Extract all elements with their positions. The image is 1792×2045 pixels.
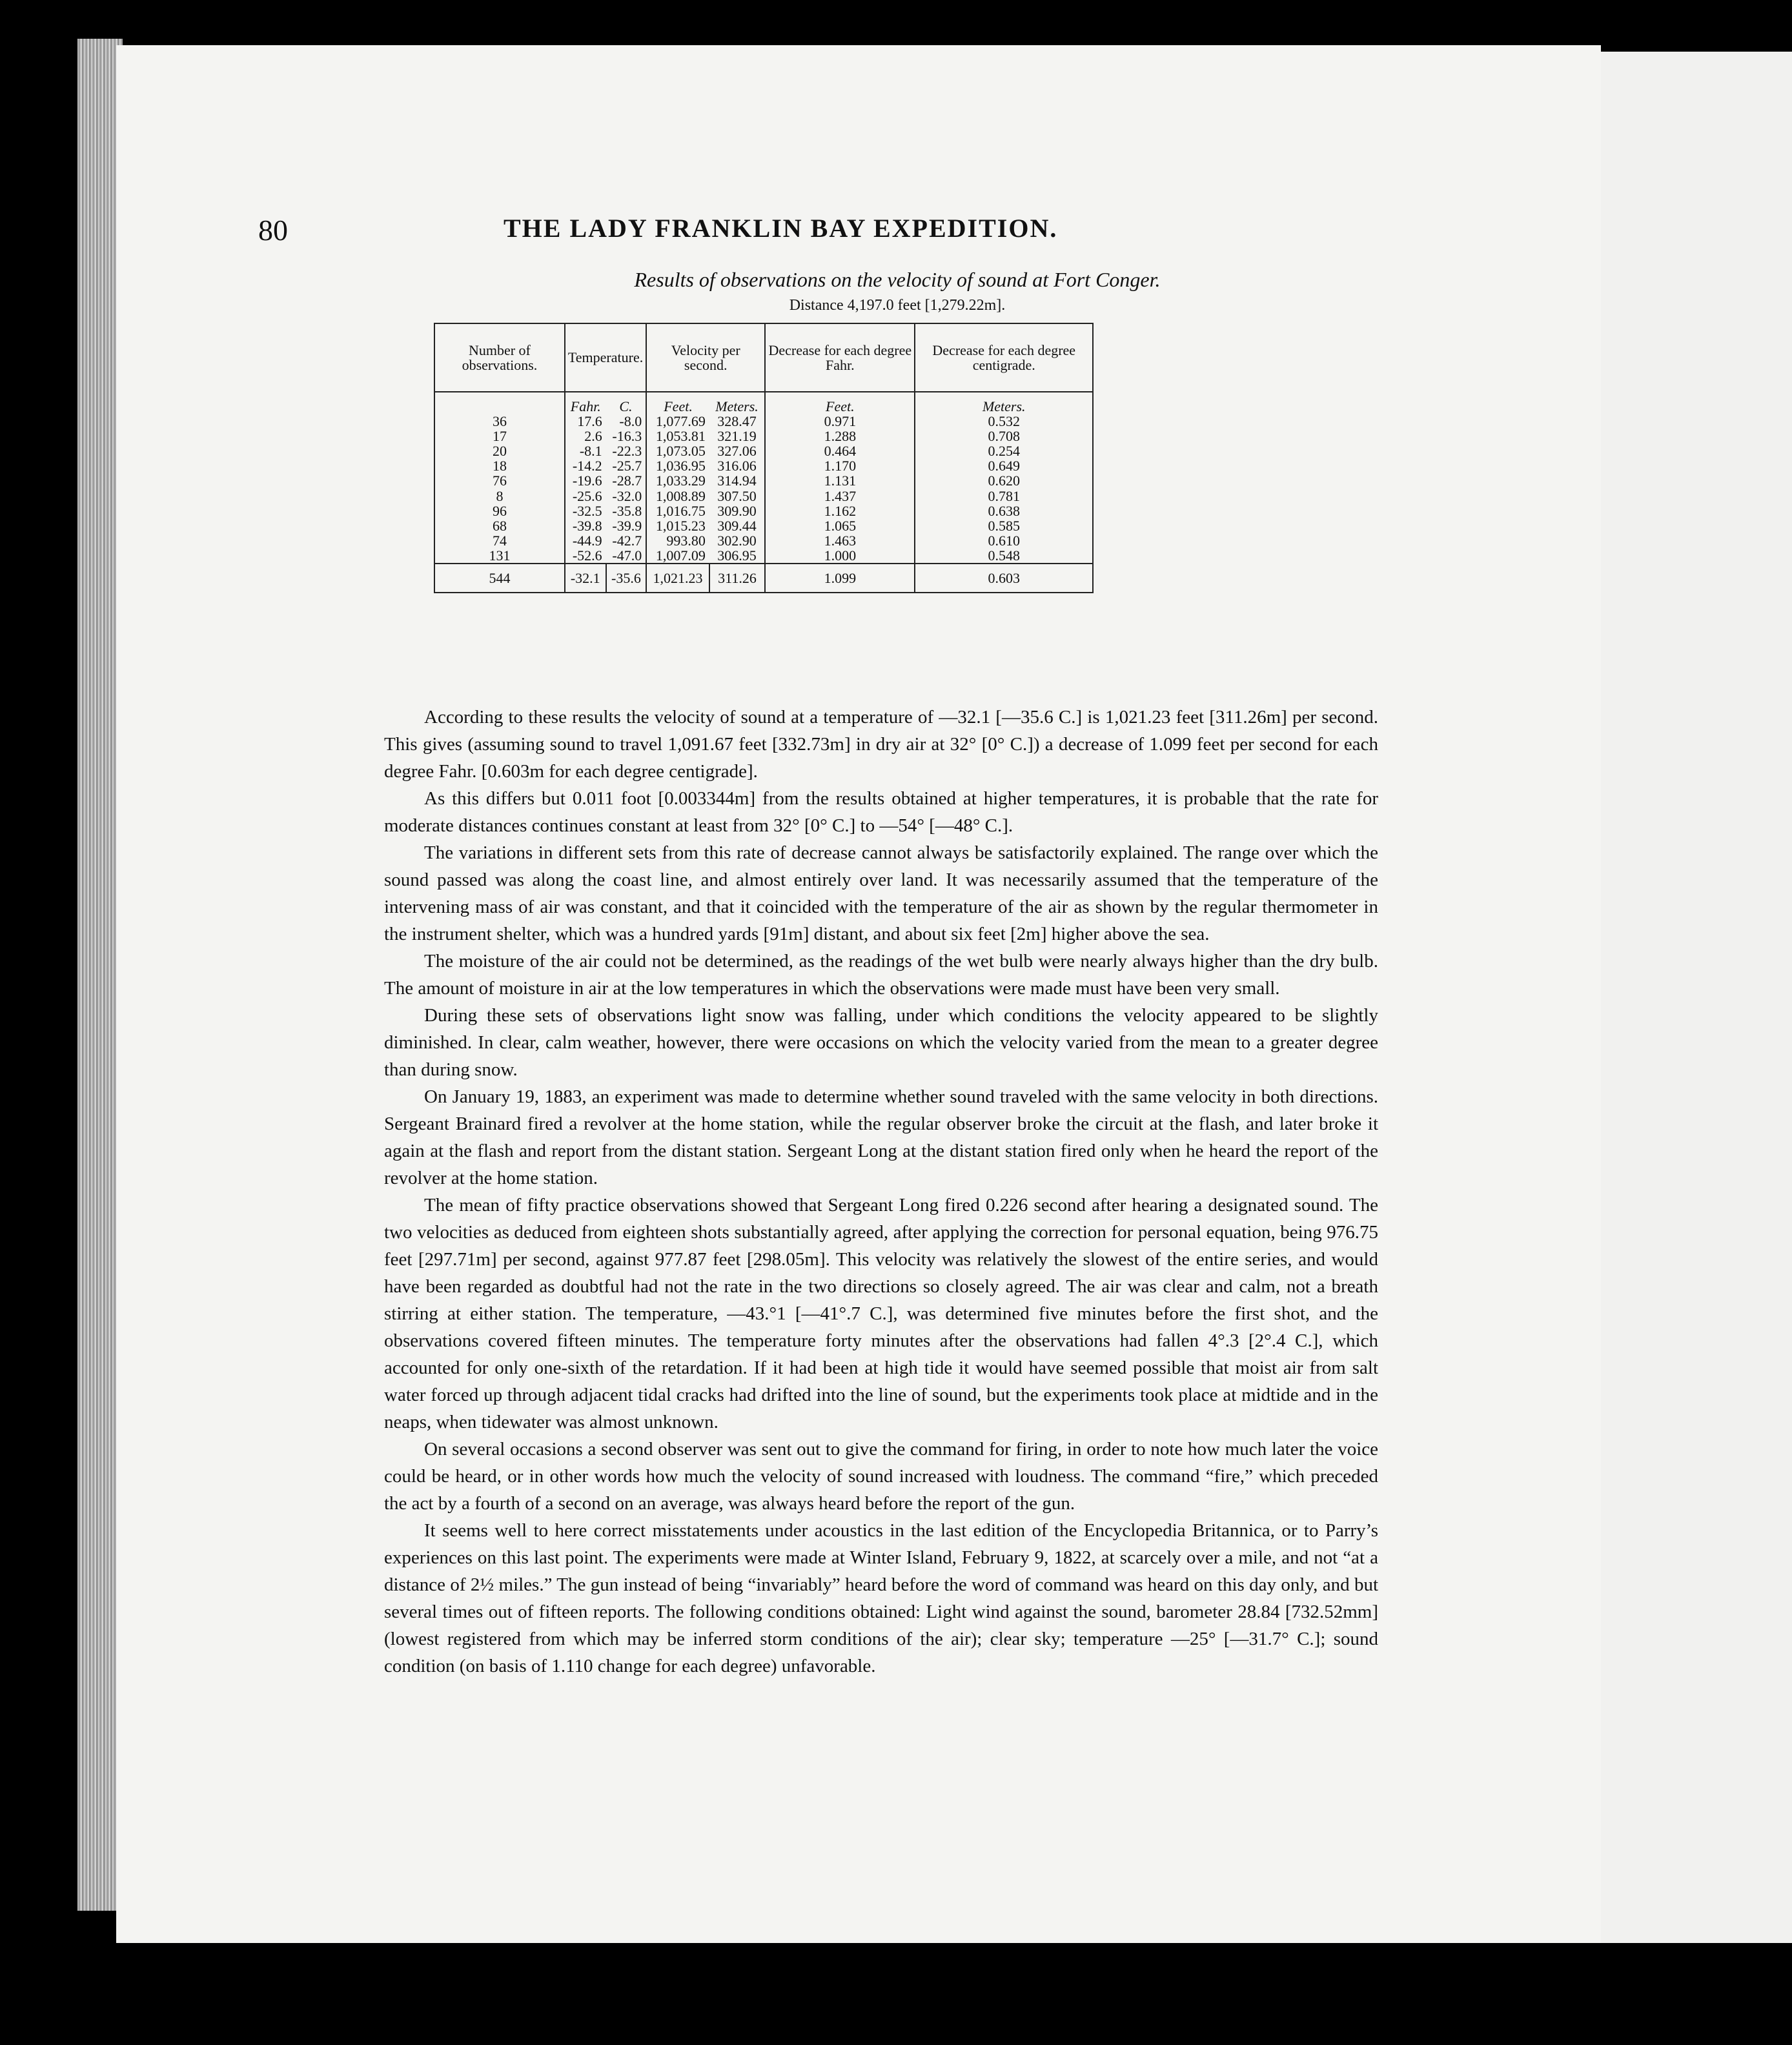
cell-temp-celsius: -8.0 [606, 414, 647, 429]
cell-velocity-feet: 1,033.29 [646, 473, 709, 488]
cell-velocity-meters: 327.06 [709, 443, 765, 458]
cell-temp-fahr: -19.6 [565, 473, 606, 488]
cell-velocity-meters: 302.90 [709, 533, 765, 548]
cell-temp-fahr: -32.5 [565, 504, 606, 518]
cell-temp-fahr: -52.6 [565, 548, 606, 564]
total-temp-celsius: -35.6 [606, 564, 647, 593]
paragraph: The mean of fifty practice observations showed that Sergeant Long fired 0.226 second after hearing a designated sound. The two velocities as deduced from eighteen shots substantially agreed, after applying the correction for personal equation, being 976.75 feet [297.71m] per second, against 977.87 feet [298.05m]. This velocity was relatively the slowest of the entire series, and would have been regarded as doubtful had not the rate in the two directions so closely agreed. The air was clear and calm, not a breath stirring at either station. The temperature, —43.°1 [—41°.7 C.], was determined five minutes before the first shot, and the observations covered fifteen minutes. The temperature forty minutes after the observations had fallen 4°.3 [2°.4 C.], which accounted for only one-sixth of the retardation. If it had been at high tide it would have seemed possible that moist air from salt water forced up through adjacent tidal cracks had drifted into the line of sound, but the experiments took place at midtide and in the neaps, when tidewater was almost unknown. [384, 1195, 1378, 1432]
total-row [434, 564, 1093, 593]
paragraph: The moisture of the air could not be determined, as the readings of the wet bulb were nearly always higher than the dry bulb. The amount of moisture in air at the low temperatures in which the observations were made must have been very small. [384, 951, 1378, 999]
cell-decrease-centigrade: 0.620 [915, 473, 1093, 488]
cell-velocity-meters: 328.47 [709, 414, 765, 429]
table-row [434, 458, 1093, 473]
cell-velocity-meters: 306.95 [709, 548, 765, 564]
cell-decrease-fahr: 1.162 [765, 504, 915, 518]
running-head: THE LADY FRANKLIN BAY EXPEDITION. [504, 214, 1058, 243]
cell-observations: 68 [434, 518, 565, 533]
cell-velocity-feet: 1,016.75 [646, 504, 709, 518]
unit-fahr: Fahr. [565, 392, 606, 414]
table-row [434, 443, 1093, 458]
cell-temp-fahr: 17.6 [565, 414, 606, 429]
cell-temp-celsius: -35.8 [606, 504, 647, 518]
page-number: 80 [258, 214, 288, 247]
cell-decrease-centigrade: 0.649 [915, 458, 1093, 473]
table-caption: Results of observations on the velocity of sound at Fort Conger. [634, 268, 1161, 291]
paragraph: According to these results the velocity of sound at a temperature of —32.1 [—35.6 C.] is 1,021.23 feet [311.26m] per second. This gives (assuming sound to travel 1,091.67 feet [332.73m] in dry air at 32° [0° C.]) a decrease of 1.099 feet per second for each degree Fahr. [0.603m for each degree centigrade]. [384, 707, 1378, 782]
cell-temp-celsius: -28.7 [606, 473, 647, 488]
cell-decrease-centigrade: 0.548 [915, 548, 1093, 564]
cell-temp-fahr: -25.6 [565, 489, 606, 504]
total-decrease-centigrade: 0.603 [915, 564, 1093, 593]
unit-meters: Meters. [709, 392, 765, 414]
cell-decrease-centigrade: 0.532 [915, 414, 1093, 429]
table-row [434, 533, 1093, 548]
cell-observations: 18 [434, 458, 565, 473]
cell-velocity-feet: 1,073.05 [646, 443, 709, 458]
cell-velocity-meters: 314.94 [709, 473, 765, 488]
cell-velocity-feet: 1,077.69 [646, 414, 709, 429]
table-row [434, 504, 1093, 518]
header-decrease-fahr: Decrease for each degree Fahr. [765, 323, 915, 392]
cell-decrease-fahr: 1.288 [765, 429, 915, 443]
cell-observations: 20 [434, 443, 565, 458]
cell-decrease-fahr: 0.464 [765, 443, 915, 458]
cell-velocity-feet: 1,053.81 [646, 429, 709, 443]
paragraph: On January 19, 1883, an experiment was made to determine whether sound traveled with the same velocity in both directions. Sergeant Brainard fired a revolver at the home station, while the regular observer broke the circuit at the flash, and later broke it again at the flash and report from the distant station. Sergeant Long at the distant station fired only when he heard the report of the revolver at the home station. [384, 1086, 1378, 1188]
cell-temp-fahr: 2.6 [565, 429, 606, 443]
unit-celsius: C. [606, 392, 647, 414]
cell-decrease-centigrade: 0.610 [915, 533, 1093, 548]
cell-decrease-fahr: 1.463 [765, 533, 915, 548]
cell-decrease-fahr: 0.971 [765, 414, 915, 429]
cell-decrease-centigrade: 0.781 [915, 489, 1093, 504]
table-row [434, 429, 1093, 443]
cell-velocity-meters: 321.19 [709, 429, 765, 443]
cell-velocity-feet: 1,008.89 [646, 489, 709, 504]
body-text [384, 704, 1378, 1680]
cell-temp-celsius: -42.7 [606, 533, 647, 548]
table-row [434, 518, 1093, 533]
facing-page-edge [1594, 52, 1792, 1943]
cell-observations: 76 [434, 473, 565, 488]
unit-feet: Feet. [646, 392, 709, 414]
cell-decrease-centigrade: 0.254 [915, 443, 1093, 458]
cell-velocity-feet: 1,015.23 [646, 518, 709, 533]
cell-velocity-meters: 309.44 [709, 518, 765, 533]
units-row [434, 392, 1093, 414]
header-velocity: Velocity per second. [646, 323, 765, 392]
table-row [434, 548, 1093, 564]
cell-temp-fahr: -14.2 [565, 458, 606, 473]
table-row [434, 414, 1093, 429]
paragraph: It seems well to here correct misstatements under acoustics in the last edition of the Encyclopedia Britannica, or to Parry’s experiences on this last point. The experiments were made at Winter Island, February 9, 1822, at scarcely over a mile, and not “at a distance of 2½ miles.” The gun instead of being “invariably” heard before the word of command was heard on this day only, and but several times out of fifteen reports. The following conditions obtained: Light wind against the sound, barometer 28.84 [732.52mm] (lowest registered from which may be inferred storm conditions of the air); clear sky; temperature —25° [—31.7° C.]; sound condition (on basis of 1.110 change for each degree) unfavorable. [384, 1520, 1378, 1676]
unit-meters-decrease: Meters. [915, 392, 1093, 414]
total-temp-fahr: -32.1 [565, 564, 606, 593]
paragraph: On several occasions a second observer was sent out to give the command for firing, in order to note how much later the voice could be heard, or in other words how much the velocity of sound increased with loudness. The command “fire,” which preceded the act by a fourth of a second on an average, was always heard before the report of the gun. [384, 1439, 1378, 1514]
velocity-table [434, 323, 1094, 593]
cell-decrease-fahr: 1.131 [765, 473, 915, 488]
cell-decrease-centigrade: 0.708 [915, 429, 1093, 443]
cell-velocity-feet: 993.80 [646, 533, 709, 548]
cell-observations: 36 [434, 414, 565, 429]
cell-decrease-fahr: 1.437 [765, 489, 915, 504]
cell-velocity-meters: 307.50 [709, 489, 765, 504]
cell-temp-celsius: -32.0 [606, 489, 647, 504]
total-decrease-fahr: 1.099 [765, 564, 915, 593]
total-velocity-meters: 311.26 [709, 564, 765, 593]
cell-decrease-centigrade: 0.585 [915, 518, 1093, 533]
table-row [434, 473, 1093, 488]
cell-temp-fahr: -8.1 [565, 443, 606, 458]
cell-decrease-fahr: 1.170 [765, 458, 915, 473]
cell-decrease-fahr: 1.000 [765, 548, 915, 564]
table-distance-note: Distance 4,197.0 feet [1,279.22m]. [789, 297, 1006, 314]
cell-observations: 8 [434, 489, 565, 504]
cell-temp-fahr: -44.9 [565, 533, 606, 548]
cell-velocity-feet: 1,007.09 [646, 548, 709, 564]
cell-temp-celsius: -22.3 [606, 443, 647, 458]
cell-observations: 131 [434, 548, 565, 564]
cell-velocity-meters: 316.06 [709, 458, 765, 473]
cell-temp-fahr: -39.8 [565, 518, 606, 533]
cell-velocity-meters: 309.90 [709, 504, 765, 518]
header-decrease-centigrade: Decrease for each degree centigrade. [915, 323, 1093, 392]
cell-temp-celsius: -16.3 [606, 429, 647, 443]
paragraph: As this differs but 0.011 foot [0.003344m] from the results obtained at higher temperatures, it is probable that the rate for moderate distances continues constant at least from 32° [0° C.] to —54° [—48° C.]. [384, 788, 1378, 836]
paragraph: During these sets of observations light snow was falling, under which conditions the velocity appeared to be slightly diminished. In clear, calm weather, however, there were occasions on which the velocity varied from the mean to a greater degree than during snow. [384, 1005, 1378, 1080]
cell-temp-celsius: -39.9 [606, 518, 647, 533]
total-velocity-feet: 1,021.23 [646, 564, 709, 593]
table-row [434, 489, 1093, 504]
cell-observations: 17 [434, 429, 565, 443]
unit-feet-decrease: Feet. [765, 392, 915, 414]
cell-temp-celsius: -47.0 [606, 548, 647, 564]
paragraph: The variations in different sets from this rate of decrease cannot always be satisfactorily explained. The range over which the sound passed was along the coast line, and almost entirely over land. It was necessarily assumed that the temperature of the intervening mass of air was constant, and that it coincided with the temperature of the air as shown by the regular thermometer in the instrument shelter, which was a hundred yards [91m] distant, and about six feet [2m] higher above the sea. [384, 842, 1378, 944]
total-observations: 544 [434, 564, 565, 593]
cell-temp-celsius: -25.7 [606, 458, 647, 473]
header-observations: Number of observations. [434, 323, 565, 392]
cell-observations: 74 [434, 533, 565, 548]
header-temperature: Temperature. [565, 323, 646, 392]
cell-decrease-centigrade: 0.638 [915, 504, 1093, 518]
cell-observations: 96 [434, 504, 565, 518]
cell-velocity-feet: 1,036.95 [646, 458, 709, 473]
cell-decrease-fahr: 1.065 [765, 518, 915, 533]
